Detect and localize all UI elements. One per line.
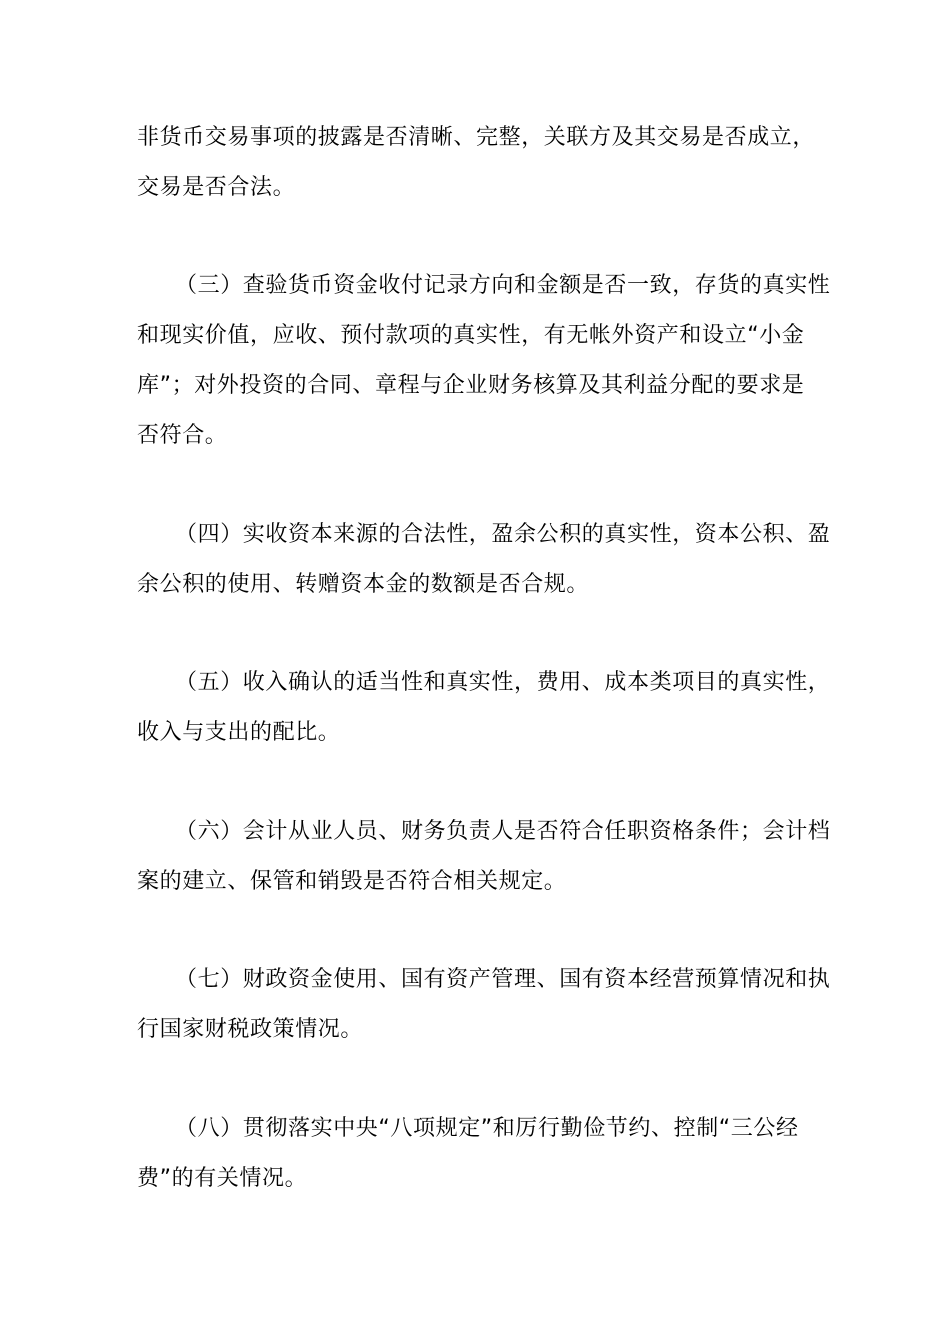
paragraph-item-8	[137, 1104, 817, 1204]
paragraph-item-5	[137, 658, 831, 758]
text-line: 费”的有关情况。	[137, 1166, 308, 1191]
text-line: （八）贯彻落实中央“八项规定”和厉行勤俭节约、控制“三公经	[175, 1116, 799, 1141]
text-line: 和现实价值，应收、预付款项的真实性，有无帐外资产和设立“小金	[137, 323, 805, 348]
text-line: 收入与支出的配比。	[137, 720, 341, 745]
text-line: 库”；对外投资的合同、章程与企业财务核算及其利益分配的要求是	[137, 373, 805, 398]
text-line: 交易是否合法。	[137, 175, 296, 200]
paragraph-continuation	[137, 113, 817, 213]
text-line: （七）财政资金使用、国有资产管理、国有资本经营预算情况和执	[175, 967, 831, 992]
text-line: 行国家财税政策情况。	[137, 1017, 364, 1042]
text-line: （三）查验货币资金收付记录方向和金额是否一致，存货的真实性	[175, 273, 831, 298]
paragraph-item-4	[137, 510, 831, 610]
text-line: （五）收入确认的适当性和真实性，费用、成本类项目的真实性，	[175, 670, 831, 695]
text-line: 案的建立、保管和销毁是否符合相关规定。	[137, 869, 567, 894]
paragraph-item-3	[137, 261, 831, 461]
text-line: （六）会计从业人员、财务负责人是否符合任职资格条件；会计档	[175, 819, 831, 844]
text-line: 余公积的使用、转赠资本金的数额是否合规。	[137, 572, 590, 597]
paragraph-item-6	[137, 807, 831, 907]
text-line: 非货币交易事项的披露是否清晰、完整，关联方及其交易是否成立，	[137, 125, 816, 150]
text-line: （四）实收资本来源的合法性，盈余公积的真实性，资本公积、盈	[175, 522, 831, 547]
paragraph-item-7	[137, 955, 831, 1055]
text-line: 否符合。	[137, 423, 228, 448]
